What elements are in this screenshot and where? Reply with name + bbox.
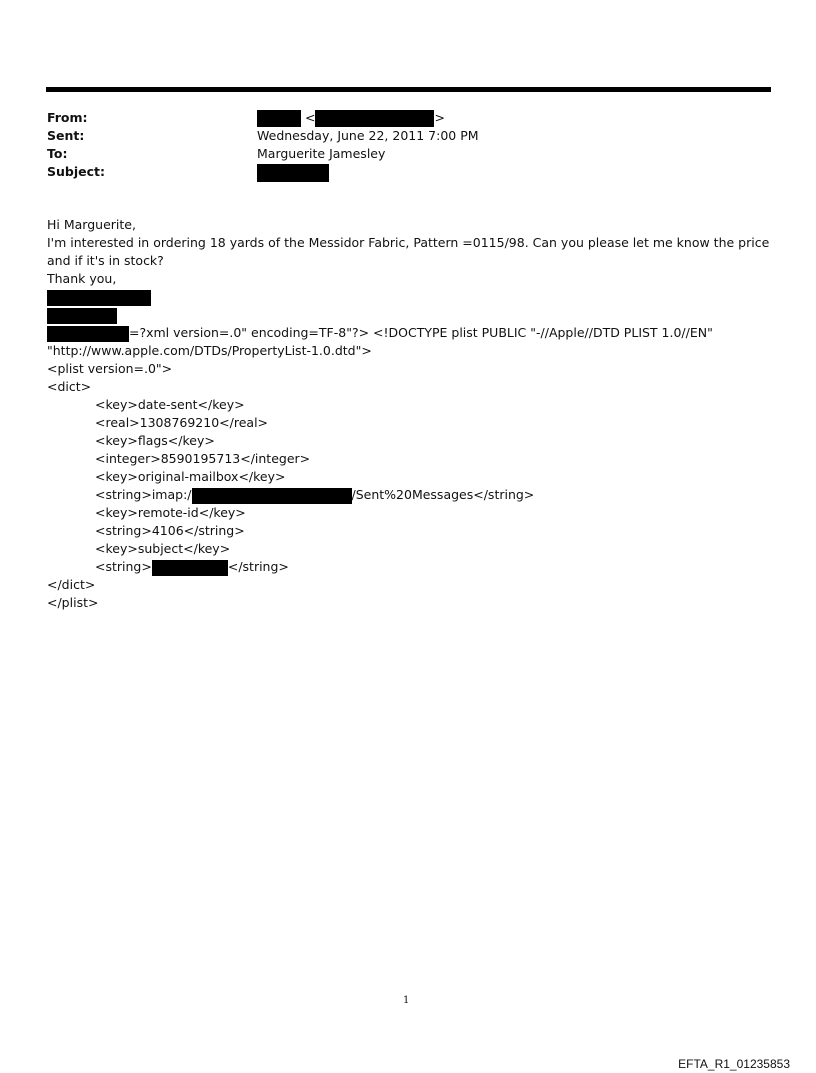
- email-body: [47, 216, 772, 612]
- redaction-box: [257, 164, 329, 182]
- xml-declaration-line: [47, 324, 772, 342]
- redaction-box: [152, 560, 228, 576]
- imap-suffix: /Sent%20Messages</string>: [351, 487, 535, 502]
- message-text: I'm interested in ordering 18 yards of the Messidor Fabric, Pattern =0115/98. Can you please let me know the price and if it's in stock?: [47, 235, 770, 268]
- dict-close: </dict>: [47, 577, 96, 592]
- page-number: 1: [403, 995, 410, 1006]
- signature-line: [47, 288, 772, 306]
- plist-line: <key>subject</key>: [95, 541, 231, 556]
- subject-label: Subject:: [47, 164, 105, 179]
- redaction-box: [47, 290, 151, 306]
- plist-line: <key>remote-id</key>: [95, 505, 246, 520]
- sent-value: Wednesday, June 22, 2011 7:00 PM: [257, 128, 479, 143]
- xml-declaration: =?xml version=.0" encoding=TF-8"?> <!DOCTYPE plist PUBLIC "-//Apple//DTD PLIST 1.0//EN": [129, 325, 713, 340]
- plist-close: </plist>: [47, 595, 99, 610]
- plist-open: <plist version=.0">: [47, 361, 173, 376]
- dtd-url: "http://www.apple.com/DTDs/PropertyList-1.0.dtd">: [47, 343, 372, 358]
- redaction-box: [257, 110, 301, 127]
- redaction-box: [47, 326, 129, 342]
- from-label: From:: [47, 110, 88, 125]
- plist-line: <string>4106</string>: [95, 523, 245, 538]
- header-rule: [46, 87, 771, 92]
- dict-open: <dict>: [47, 379, 92, 394]
- from-close-bracket: >: [434, 110, 445, 125]
- to-value: Marguerite Jamesley: [257, 146, 386, 161]
- subject-string-line: [47, 558, 772, 576]
- subject-suffix: </string>: [227, 559, 289, 574]
- to-label: To:: [47, 146, 68, 161]
- plist-line: <key>original-mailbox</key>: [95, 469, 286, 484]
- redaction-box: [192, 488, 352, 504]
- imap-line: [47, 486, 772, 504]
- plist-line: <integer>8590195713</integer>: [95, 451, 311, 466]
- from-value: [257, 109, 445, 127]
- subject-prefix: <string>: [95, 559, 152, 574]
- sent-label: Sent:: [47, 128, 85, 143]
- subject-value: [257, 163, 329, 182]
- redaction-box: [47, 308, 117, 324]
- redaction-box: [315, 110, 434, 127]
- plist-line: <key>date-sent</key>: [95, 397, 245, 412]
- plist-line: <key>flags</key>: [95, 433, 215, 448]
- plist-line: <real>1308769210</real>: [95, 415, 269, 430]
- closing: Thank you,: [47, 271, 117, 286]
- signature-line: [47, 306, 772, 324]
- greeting: Hi Marguerite,: [47, 217, 136, 232]
- from-open-bracket: <: [304, 110, 316, 125]
- imap-prefix: <string>imap:/: [95, 487, 192, 502]
- document-id: EFTA_R1_01235853: [678, 1057, 790, 1071]
